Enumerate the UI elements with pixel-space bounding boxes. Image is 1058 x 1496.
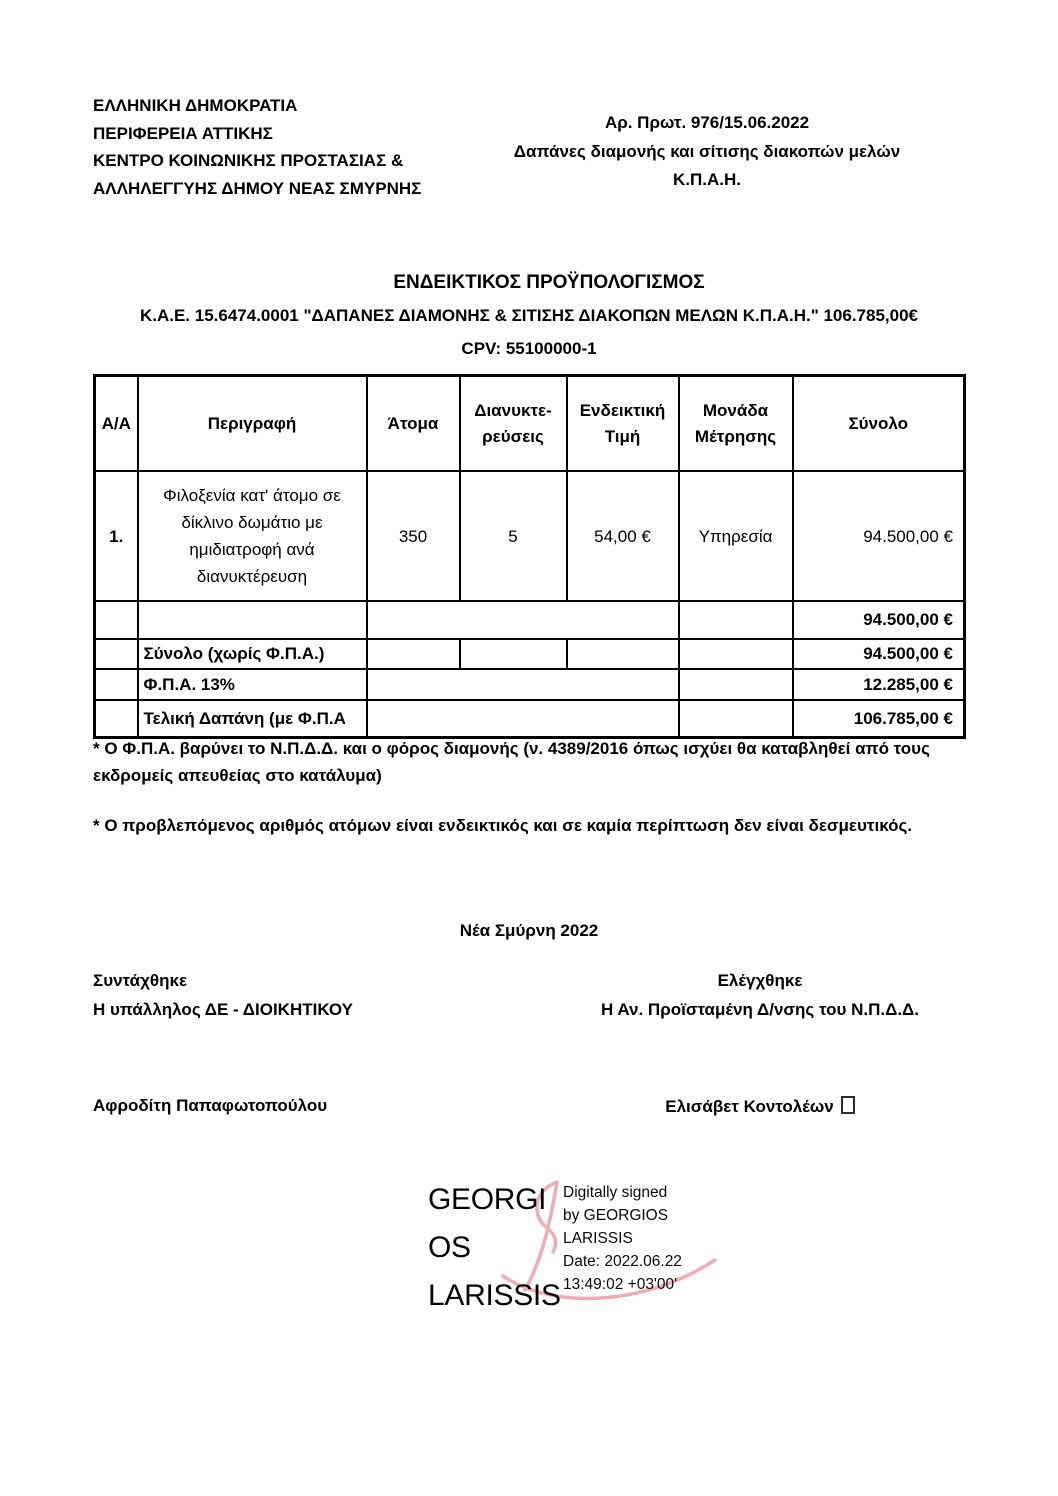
signer-name-right-block xyxy=(545,1096,975,1117)
item-total: 94.500,00 € xyxy=(793,471,965,601)
note-vat: * Ο Φ.Π.Α. βαρύνει το Ν.Π.Δ.Δ. και ο φόρος διαμονής (ν. 4389/2016 όπως ισχύει θα καταβληθεί από τους εκδρομείς απευθείας στο κατάλυμα) xyxy=(93,739,930,785)
signature-name-line: LARISSIS xyxy=(428,1279,561,1312)
table-header-row xyxy=(95,376,965,472)
empty-cell xyxy=(460,639,567,669)
empty-cell xyxy=(679,700,793,738)
col-header-nights: Διανυκτε-ρεύσεις xyxy=(460,376,567,472)
item-description: Φιλοξενία κατ' άτομο σε δίκλινο δωμάτιο με ημιδιατροφή ανά διανυκτέρευση xyxy=(138,471,367,601)
empty-cell xyxy=(95,700,138,738)
item-index: 1. xyxy=(95,471,138,601)
col-header-total: Σύνολο xyxy=(793,376,965,472)
signature-name-line: GEORGI xyxy=(428,1183,547,1216)
empty-cell xyxy=(679,669,793,700)
final-total-label: Τελική Δαπάνη (με Φ.Π.Α xyxy=(138,700,367,738)
signoff-left-role: Η υπάλληλος ΔΕ - ΔΙΟΙΚΗΤΙΚΟΥ xyxy=(93,999,353,1019)
empty-cell xyxy=(367,700,679,738)
empty-cell xyxy=(679,639,793,669)
digital-signature-details xyxy=(563,1181,682,1296)
signature-detail-line: by GEORGIOS xyxy=(563,1207,669,1224)
budget-code-line: Κ.Α.Ε. 15.6474.0001 "ΔΑΠΑΝΕΣ ΔΙΑΜΟΝΗΣ & ΣΙΤΙΣΗΣ ΔΙΑΚΟΠΩΝ ΜΕΛΩΝ Κ.Π.Α.Η." 106.785,00€ xyxy=(139,306,919,325)
empty-cell xyxy=(367,669,679,700)
signature-detail-line: 13:49:02 +03'00' xyxy=(563,1276,678,1293)
protocol-number: Αρ. Πρωτ. 976/15.06.2022 xyxy=(604,113,810,132)
org-line: ΕΛΛΗΝΙΚΗ ΔΗΜΟΚΡΑΤΙΑ xyxy=(93,96,298,115)
subtotal-amount: 94.500,00 € xyxy=(793,601,965,639)
item-persons: 350 xyxy=(367,471,460,601)
signer-name-left: Αφροδίτη Παπαφωτοπούλου xyxy=(93,1096,328,1115)
place-date: Νέα Σμύρνη 2022 xyxy=(459,921,599,940)
col-header-persons: Άτομα xyxy=(367,376,460,472)
vat-amount: 12.285,00 € xyxy=(793,669,965,700)
item-row xyxy=(95,471,965,601)
item-nights: 5 xyxy=(460,471,567,601)
net-total-row xyxy=(95,639,965,669)
org-line: ΑΛΛΗΛΕΓΓΥΗΣ ΔΗΜΟΥ ΝΕΑΣ ΣΜΥΡΝΗΣ xyxy=(93,178,422,198)
signoff-left-action: Συντάχθηκε xyxy=(93,971,188,990)
signer-name-right: Ελισάβετ Κοντολέων xyxy=(665,1097,834,1116)
empty-cell xyxy=(95,639,138,669)
digital-signature-name xyxy=(428,1176,561,1320)
signature-detail-line: Digitally signed xyxy=(563,1184,668,1201)
col-header-description: Περιγραφή xyxy=(138,376,367,472)
signature-detail-line: Date: 2022.06.22 xyxy=(563,1253,682,1270)
empty-cell xyxy=(367,639,460,669)
net-total-amount: 94.500,00 € xyxy=(793,639,965,669)
vat-label: Φ.Π.Α. 13% xyxy=(138,669,367,700)
subtotal-row xyxy=(95,601,965,639)
signature-detail-line: LARISSIS xyxy=(563,1230,633,1247)
budget-table xyxy=(93,374,966,739)
col-header-unit-price: Ενδεικτική Τιμή xyxy=(567,376,679,472)
final-total-row xyxy=(95,700,965,738)
empty-cell xyxy=(567,639,679,669)
col-header-unit: Μονάδα Μέτρησης xyxy=(679,376,793,472)
cpv-code: CPV: 55100000-1 xyxy=(461,339,597,358)
signoff-right-role: Η Αν. Προϊσταμένη Δ/νσης του Ν.Π.Δ.Δ. xyxy=(601,999,919,1019)
empty-cell xyxy=(95,669,138,700)
signoff-left-block xyxy=(93,967,353,1024)
subject-line: Δαπάνες διαμονής και σίτισης διακοπών μελών xyxy=(513,141,901,161)
letterhead-protocol-block xyxy=(478,109,936,195)
signoff-right-action: Ελέγχθηκε xyxy=(717,971,803,990)
missing-glyph-box-icon xyxy=(841,1096,855,1114)
vat-row xyxy=(95,669,965,700)
net-total-label: Σύνολο (χωρίς Φ.Π.Α.) xyxy=(138,639,367,669)
page-title: ΕΝΔΕΙΚΤΙΚΟΣ ΠΡΟΫΠΟΛΟΓΙΣΜΟΣ xyxy=(393,272,705,293)
org-line: ΚΕΝΤΡΟ ΚΟΙΝΩΝΙΚΗΣ ΠΡΟΣΤΑΣΙΑΣ & xyxy=(93,151,404,170)
col-header-index: Α/Α xyxy=(95,376,138,472)
signoff-right-block xyxy=(545,967,975,1024)
empty-cell xyxy=(367,601,679,639)
item-unit: Υπηρεσία xyxy=(679,471,793,601)
note-indicative: * Ο προβλεπόμενος αριθμός ατόμων είναι ενδεικτικός και σε καμία περίπτωση δεν είναι δεσμευτικός. xyxy=(93,816,913,835)
final-total-amount: 106.785,00 € xyxy=(793,700,965,738)
subject-line: Κ.Π.Α.Η. xyxy=(673,170,741,189)
signature-name-line: OS xyxy=(428,1231,471,1264)
empty-cell xyxy=(95,601,138,639)
letterhead-organization xyxy=(93,92,421,202)
empty-cell xyxy=(679,601,793,639)
org-line: ΠΕΡΙΦΕΡΕΙΑ ΑΤΤΙΚΗΣ xyxy=(93,123,273,143)
item-unit-price: 54,00 € xyxy=(567,471,679,601)
subtotal-label xyxy=(138,601,367,639)
